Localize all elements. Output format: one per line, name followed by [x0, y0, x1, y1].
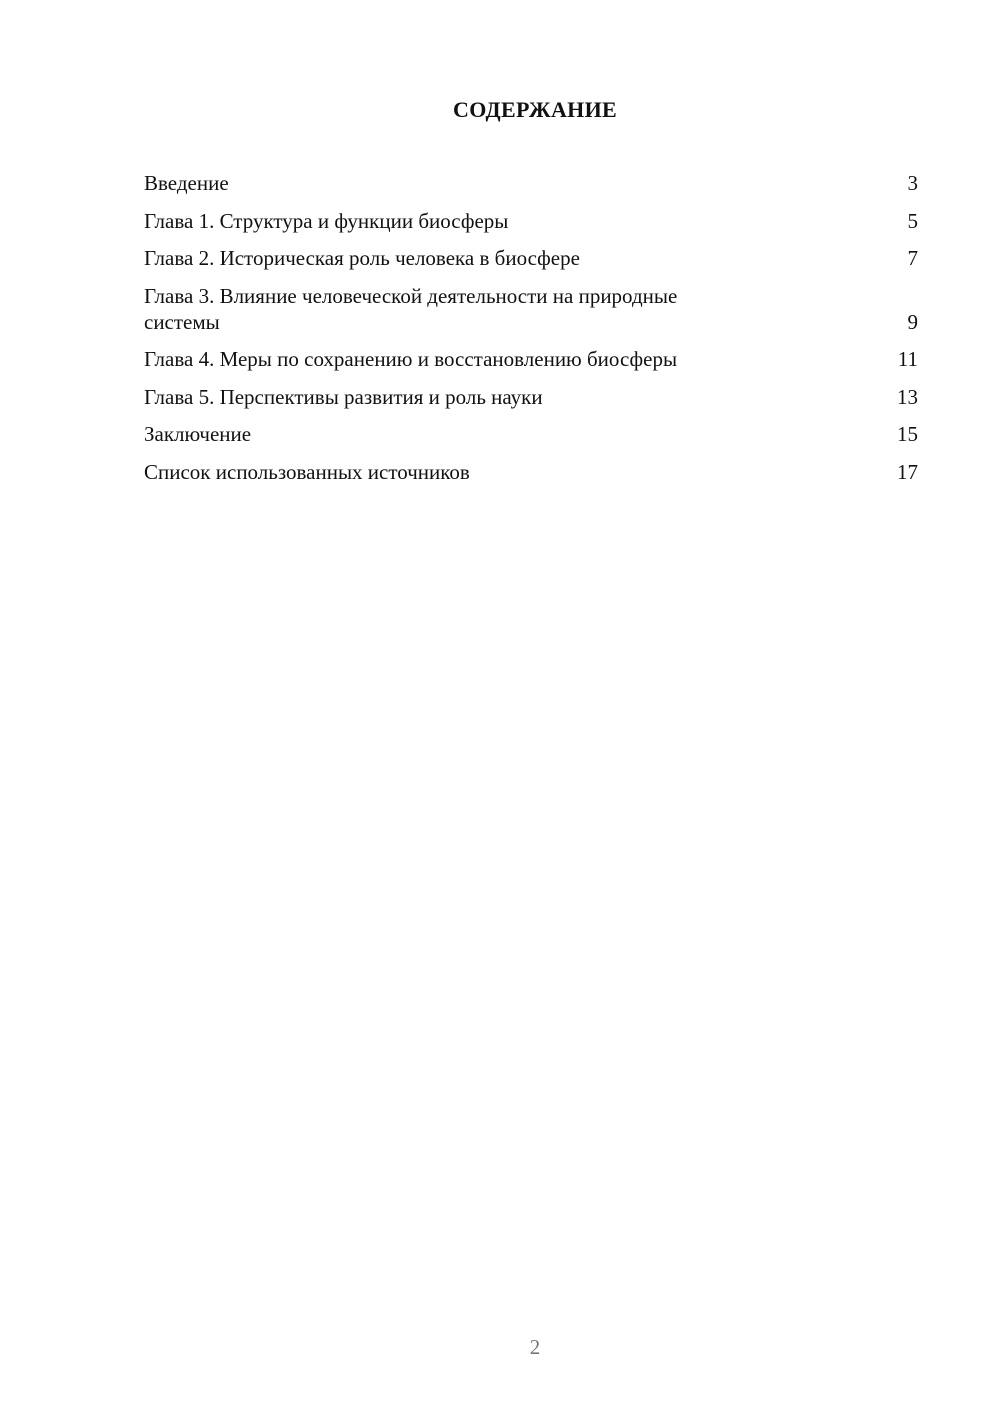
toc-entry — [144, 245, 918, 271]
toc-entry-page: 15 — [897, 422, 918, 446]
toc-entry-label: Глава 3. Влияние человеческой деятельности на природные системы — [144, 283, 678, 334]
toc-entry — [144, 208, 918, 234]
toc-entry-label: Глава 5. Перспективы развития и роль науки — [144, 384, 543, 409]
toc-entry — [144, 384, 918, 410]
table-of-contents — [144, 170, 918, 496]
page-number: 2 — [529, 1335, 541, 1359]
toc-entry-label: Глава 1. Структура и функции биосферы — [144, 208, 509, 233]
toc-entry — [144, 346, 918, 372]
toc-entry-page: 7 — [907, 246, 918, 270]
toc-entry-page: 5 — [907, 208, 918, 233]
toc-entry — [144, 421, 918, 447]
toc-entry-label: Введение — [144, 171, 229, 195]
toc-title: СОДЕРЖАНИЕ — [453, 97, 617, 122]
toc-entry-page: 11 — [897, 347, 918, 371]
toc-entry-page: 17 — [897, 459, 918, 484]
toc-entry — [144, 459, 918, 485]
toc-entry-label: Список использованных источников — [144, 459, 470, 484]
toc-entry-page: 3 — [907, 171, 918, 195]
toc-entry-label: Глава 4. Меры по сохранению и восстановлению биосферы — [144, 347, 678, 371]
toc-entry-label: Заключение — [144, 422, 252, 446]
toc-entry-page: 9 — [907, 309, 918, 334]
toc-entry-label: Глава 2. Историческая роль человека в биосфере — [144, 246, 580, 270]
toc-entry-page: 13 — [897, 384, 918, 409]
toc-entry — [144, 170, 918, 196]
toc-entry — [144, 283, 918, 335]
